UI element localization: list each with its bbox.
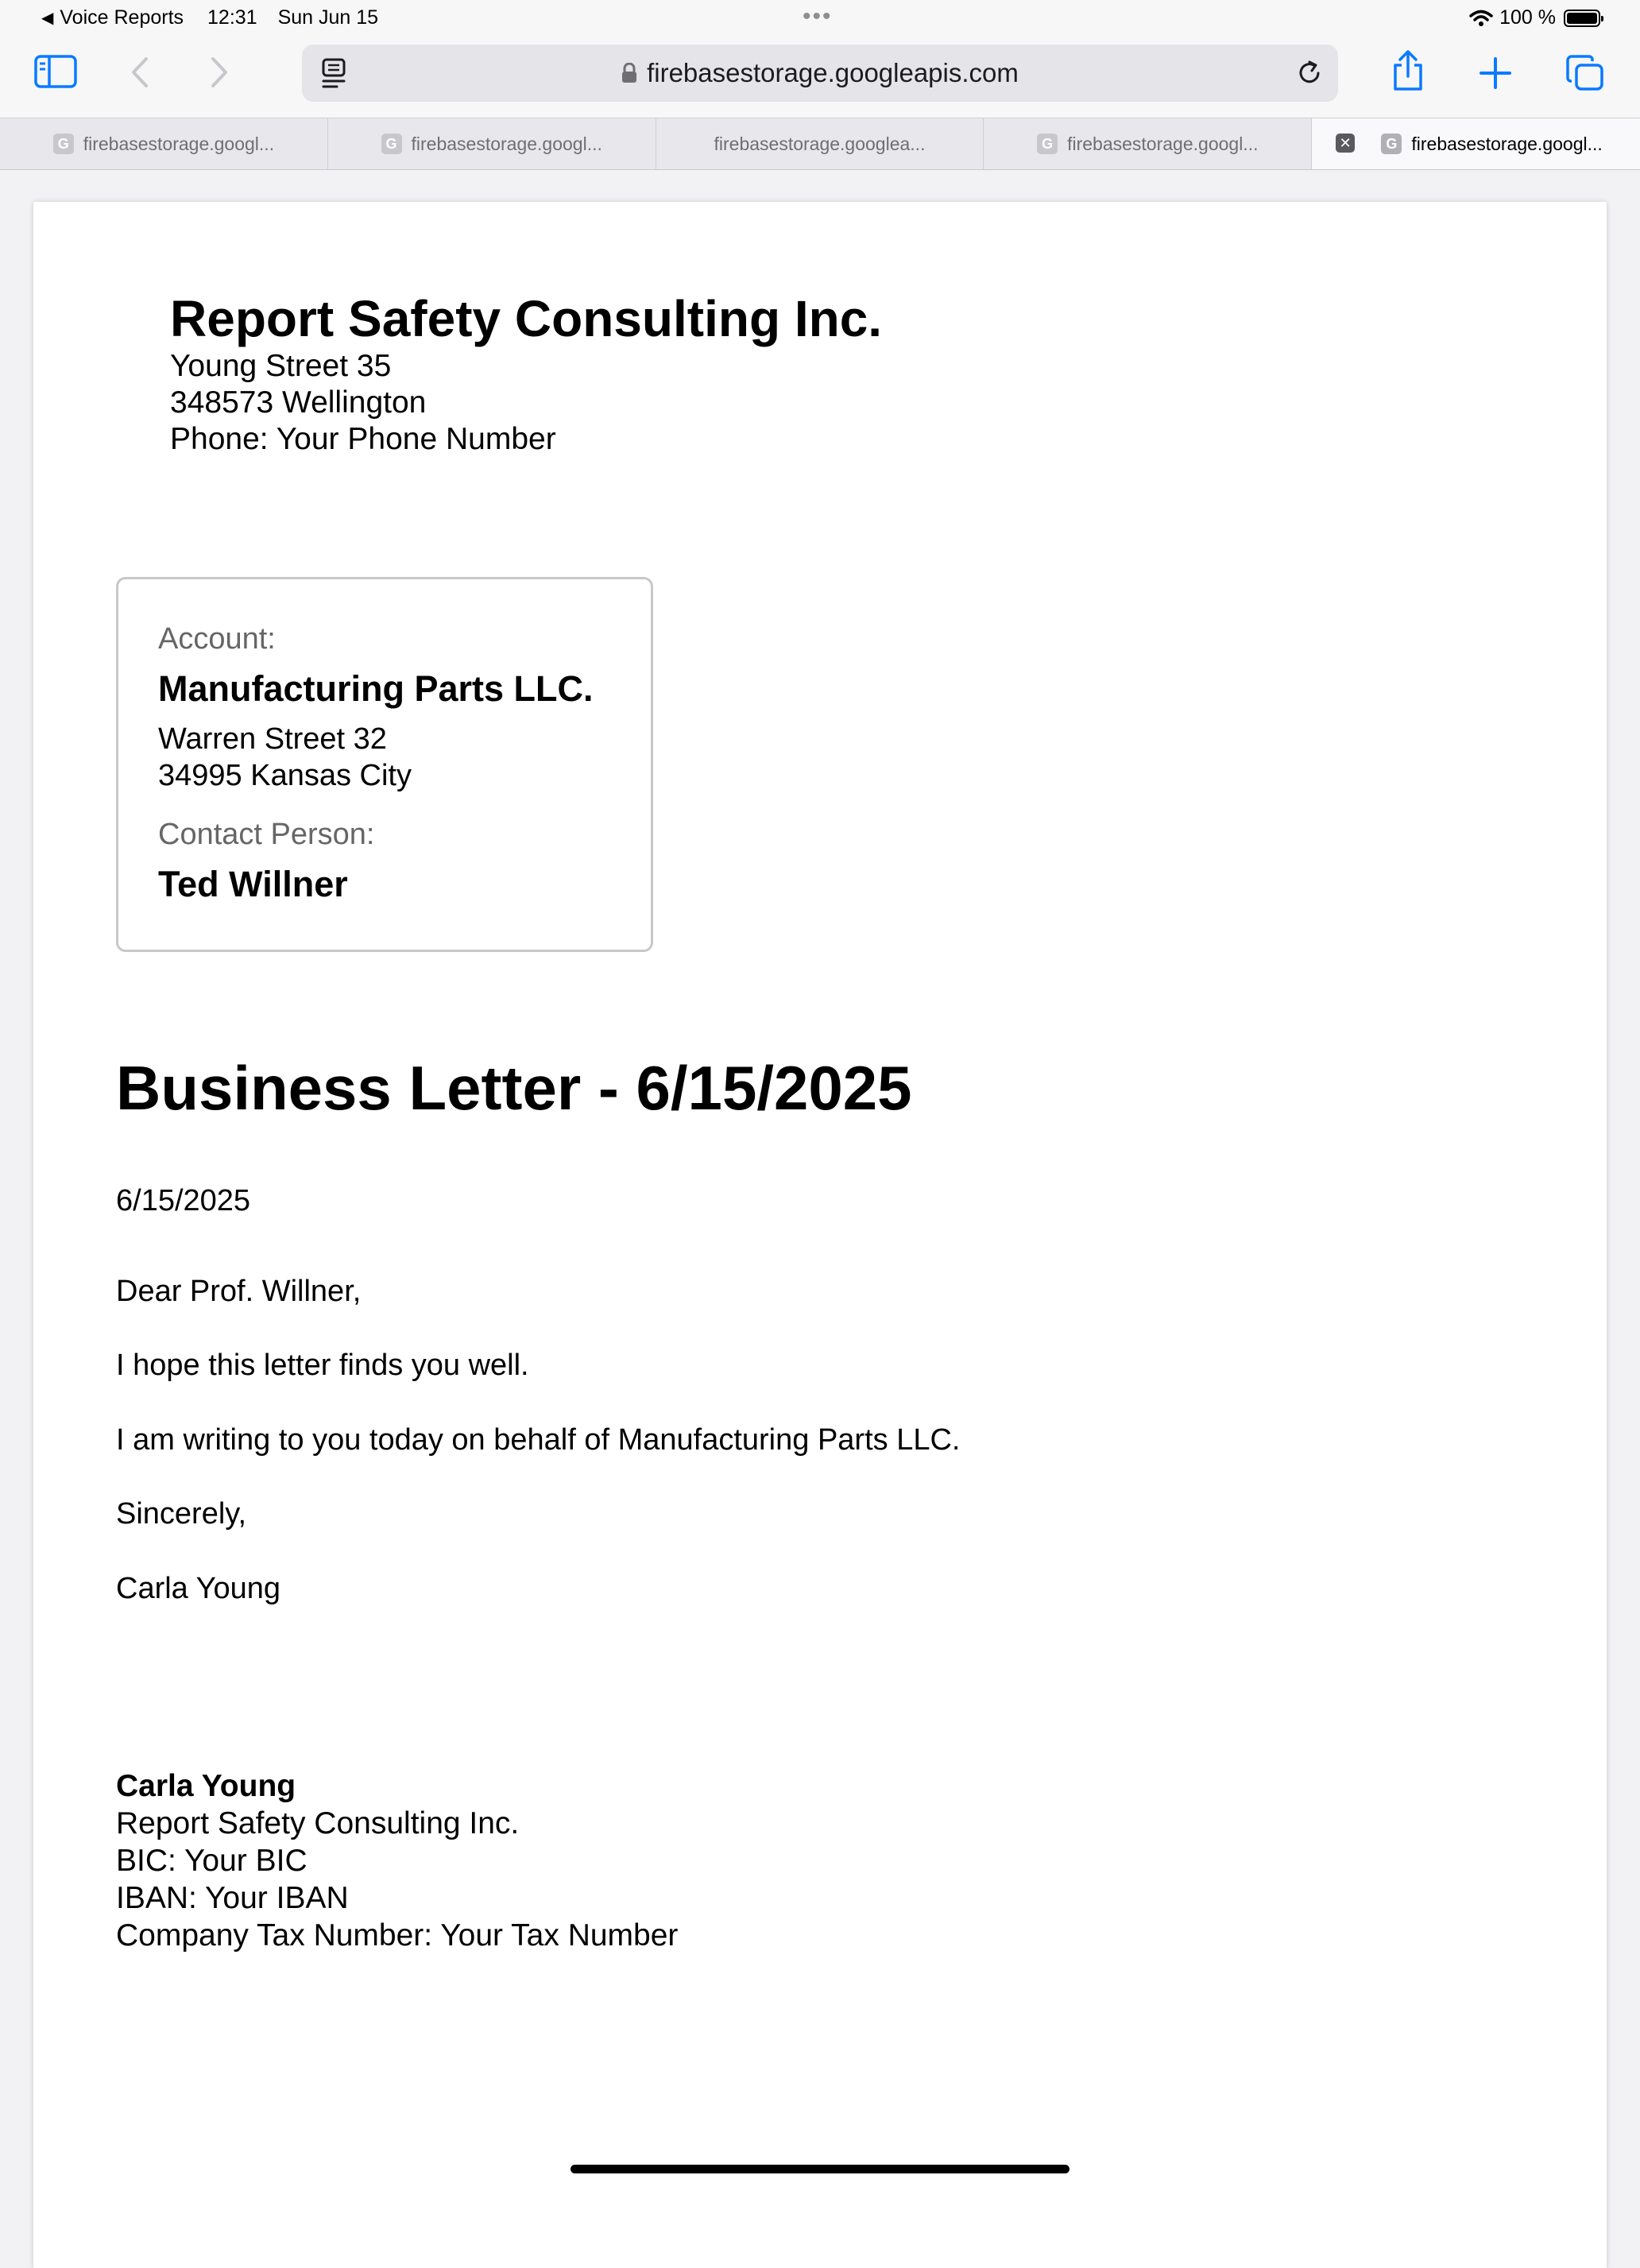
browser-tab[interactable] <box>656 118 984 169</box>
status-bar <box>0 0 1640 38</box>
status-time: 12:31 <box>207 6 257 29</box>
url-text: firebasestorage.googleapis.com <box>647 58 1019 87</box>
signature-bic: BIC: Your BIC <box>116 1844 308 1878</box>
company-header <box>170 289 882 458</box>
back-chevron-icon[interactable] <box>127 56 151 89</box>
account-box <box>116 577 653 952</box>
battery-percent: 100 % <box>1499 6 1556 29</box>
share-icon[interactable] <box>1389 49 1427 92</box>
signature-iban: IBAN: Your IBAN <box>116 1881 349 1915</box>
signature-company: Report Safety Consulting Inc. <box>116 1806 520 1840</box>
company-city: 348573 Wellington <box>170 385 427 420</box>
battery-icon <box>1564 10 1600 27</box>
document-page <box>33 202 1607 2268</box>
browser-tab[interactable] <box>984 118 1312 169</box>
account-street: Warren Street 32 <box>158 722 387 756</box>
multitasking-dots-icon[interactable]: ••• <box>803 3 833 29</box>
account-name: Manufacturing Parts LLC. <box>158 668 594 709</box>
tab-title: firebasestorage.googl... <box>1067 133 1259 154</box>
google-favicon-icon: G <box>53 134 74 154</box>
salutation: Dear Prof. Willner, <box>116 1275 362 1308</box>
contact-label: Contact Person: <box>158 818 375 851</box>
signature-name: Carla Young <box>116 1769 296 1803</box>
close-tab-icon[interactable]: ✕ <box>1336 134 1355 153</box>
letter-date: 6/15/2025 <box>116 1184 251 1217</box>
company-street: Young Street 35 <box>170 349 392 383</box>
forward-chevron-icon[interactable] <box>208 56 232 89</box>
google-favicon-icon: G <box>381 134 402 154</box>
tab-title: firebasestorage.googlea... <box>714 133 926 154</box>
back-to-app[interactable] <box>41 6 378 29</box>
new-tab-icon[interactable] <box>1478 56 1513 91</box>
browser-tab[interactable] <box>0 118 328 169</box>
account-label: Account: <box>158 622 276 656</box>
signature-block <box>116 1767 678 1954</box>
contact-name: Ted Willner <box>158 864 348 904</box>
account-city: 34995 Kansas City <box>158 759 412 792</box>
signature-tax: Company Tax Number: Your Tax Number <box>116 1918 679 1953</box>
browser-tab[interactable] <box>328 118 656 169</box>
tab-title: firebasestorage.googl... <box>411 133 602 154</box>
sidebar-toggle-icon[interactable] <box>33 54 78 89</box>
company-phone: Phone: Your Phone Number <box>170 422 556 456</box>
address-bar[interactable] <box>302 45 1338 102</box>
status-right <box>1469 6 1600 29</box>
browser-tab-active[interactable] <box>1312 118 1640 169</box>
tab-title: firebasestorage.googl... <box>83 133 275 154</box>
paragraph: I am writing to you today on behalf of Manufacturing Parts LLC. <box>116 1423 961 1457</box>
back-triangle-icon: ◀ <box>41 10 54 27</box>
lock-icon <box>621 63 637 83</box>
signer: Carla Young <box>116 1572 281 1605</box>
letter-title: Business Letter - 6/15/2025 <box>116 1053 912 1123</box>
google-favicon-icon: G <box>1381 134 1402 154</box>
url-display[interactable] <box>302 45 1338 102</box>
status-date: Sun Jun 15 <box>277 6 379 29</box>
google-favicon-icon: G <box>1037 134 1058 154</box>
tab-title: firebasestorage.googl... <box>1411 133 1603 154</box>
closing: Sincerely, <box>116 1497 247 1531</box>
home-indicator[interactable] <box>571 2165 1069 2173</box>
tab-overview-icon[interactable] <box>1565 54 1605 92</box>
company-name: Report Safety Consulting Inc. <box>170 290 883 347</box>
back-app-label: Voice Reports <box>60 6 184 29</box>
wifi-icon <box>1469 10 1493 27</box>
paragraph: I hope this letter finds you well. <box>116 1349 529 1382</box>
tab-bar <box>0 118 1640 170</box>
reload-icon[interactable] <box>1295 59 1324 91</box>
